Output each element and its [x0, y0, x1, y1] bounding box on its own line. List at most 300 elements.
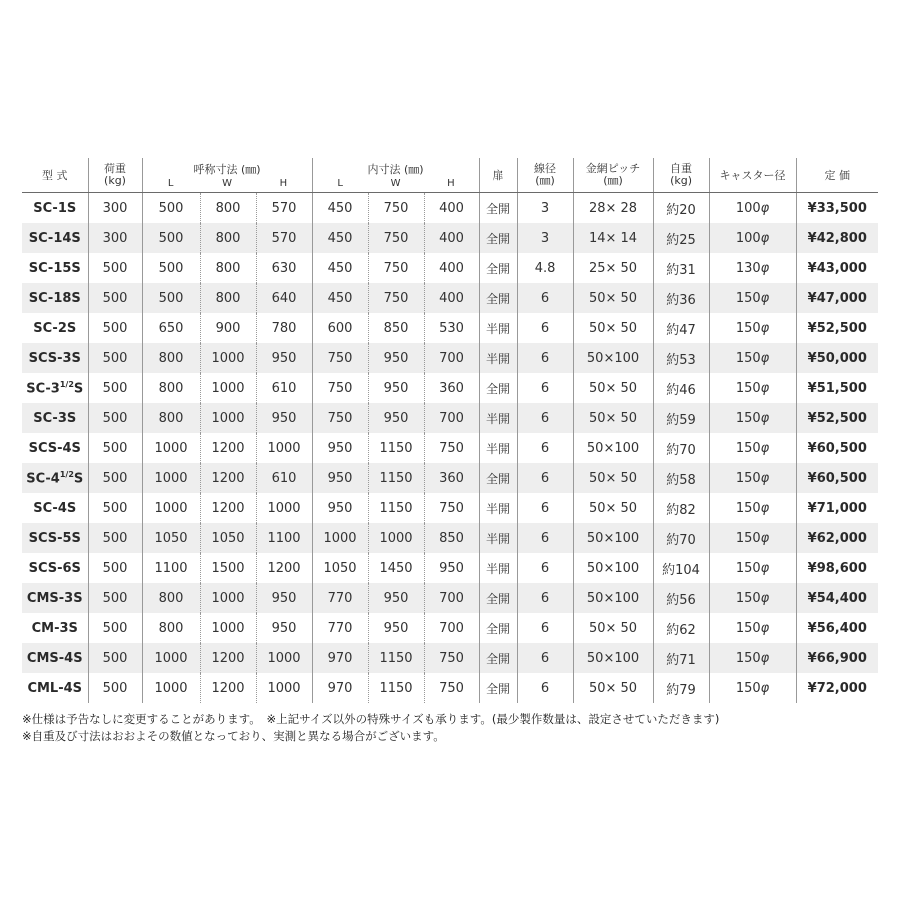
header-inner-h: H: [447, 178, 455, 189]
table-row: [22, 493, 878, 523]
caster-cell: [709, 313, 796, 343]
nominal-h-cell: 1000: [256, 493, 312, 523]
inner-w-cell: 950: [368, 583, 424, 613]
table-row: [22, 403, 878, 433]
nominal-h-cell: 950: [256, 613, 312, 643]
nominal-l-cell: 500: [142, 283, 200, 313]
nominal-w-cell: 1000: [200, 613, 256, 643]
nominal-w-cell: 1200: [200, 463, 256, 493]
nominal-w-cell: 1200: [200, 433, 256, 463]
nominal-l-cell: 650: [142, 313, 200, 343]
caster-value: 150: [735, 680, 761, 696]
header-inner-w: W: [390, 178, 401, 189]
header-load-label: 荷重: [104, 162, 126, 175]
caster-value: 130: [735, 260, 761, 276]
model-cell: SC-15S: [22, 253, 88, 283]
door-cell: 半開: [479, 343, 517, 373]
door-cell: 全開: [479, 253, 517, 283]
header-wire-unit: (㎜): [535, 174, 555, 187]
price-cell: ¥62,000: [796, 523, 878, 553]
pitch-cell: 50× 50: [573, 403, 653, 433]
model-cell: SC-18S: [22, 283, 88, 313]
caster-cell: [709, 433, 796, 463]
header-inner-l: L: [337, 178, 343, 189]
pitch-cell: 50×100: [573, 343, 653, 373]
inner-h-cell: 750: [424, 493, 479, 523]
inner-h-cell: 750: [424, 673, 479, 703]
inner-l-cell: 750: [312, 403, 368, 433]
caster-value: 100: [735, 230, 761, 246]
nominal-w-cell: 1500: [200, 553, 256, 583]
model-cell: CM-3S: [22, 613, 88, 643]
inner-w-cell: 1150: [368, 463, 424, 493]
header-load-unit: (kg): [104, 174, 126, 187]
door-cell: 半開: [479, 493, 517, 523]
inner-h-cell: 700: [424, 613, 479, 643]
pitch-cell: 50×100: [573, 583, 653, 613]
wire-cell: 6: [517, 523, 573, 553]
inner-h-cell: 400: [424, 193, 479, 224]
nominal-w-cell: 1000: [200, 403, 256, 433]
inner-h-cell: 530: [424, 313, 479, 343]
model-suffix: S: [73, 471, 84, 487]
phi-symbol: φ: [760, 230, 770, 246]
table-row: [22, 253, 878, 283]
door-cell: 全開: [479, 673, 517, 703]
model-cell: SC-2S: [22, 313, 88, 343]
phi-symbol: φ: [760, 650, 770, 666]
pitch-cell: 50×100: [573, 643, 653, 673]
price-cell: ¥60,500: [807, 440, 867, 456]
wire-cell: 6: [517, 463, 573, 493]
load-cell: 500: [88, 523, 142, 553]
load-cell: 500: [88, 313, 142, 343]
wire-cell: 6: [517, 583, 573, 613]
door-cell: 全開: [479, 613, 517, 643]
phi-symbol: φ: [760, 590, 770, 606]
header-nominal-w: W: [222, 178, 232, 189]
inner-w-cell: 950: [368, 613, 424, 643]
price-cell: ¥50,000: [796, 343, 878, 373]
nominal-h-cell: 1000: [256, 673, 312, 703]
table-row: [22, 583, 878, 613]
table-row: [22, 193, 878, 224]
load-cell: 500: [88, 583, 142, 613]
nominal-l-cell: 1000: [142, 463, 200, 493]
caster-value: 150: [735, 410, 761, 426]
caster-cell: [709, 283, 796, 313]
pitch-cell: 50× 50: [573, 313, 653, 343]
caster-cell: [709, 343, 796, 373]
door-cell: 全開: [479, 223, 517, 253]
weight-cell: 約46: [653, 373, 709, 403]
phi-symbol: φ: [760, 530, 770, 546]
pitch-cell: 50× 50: [573, 283, 653, 313]
header-model: 型 式: [22, 158, 88, 193]
wire-cell: 6: [517, 673, 573, 703]
price-cell: ¥72,000: [807, 680, 867, 696]
phi-symbol: φ: [760, 320, 770, 336]
inner-l-cell: 450: [312, 193, 368, 224]
table-row: [22, 283, 878, 313]
nominal-w-cell: 1050: [200, 523, 256, 553]
phi-symbol: φ: [760, 290, 770, 306]
inner-l-cell: 970: [312, 643, 368, 673]
wire-cell: 6: [517, 283, 573, 313]
caster-value: 150: [735, 620, 761, 636]
door-cell: 全開: [479, 463, 517, 493]
inner-w-cell: 750: [368, 283, 424, 313]
caster-value: 150: [735, 380, 761, 396]
wire-cell: 3: [517, 193, 573, 224]
inner-h-cell: 850: [424, 523, 479, 553]
price-cell: ¥52,500: [796, 403, 878, 433]
header-weight: [653, 158, 709, 193]
wire-cell: 6: [517, 613, 573, 643]
inner-h-cell: 750: [424, 433, 479, 463]
price-cell: ¥51,500: [807, 380, 867, 396]
load-cell: 300: [88, 193, 142, 224]
nominal-h-cell: 1200: [256, 553, 312, 583]
weight-cell: 約53: [653, 343, 709, 373]
weight-cell: 約36: [653, 283, 709, 313]
pitch-cell: 50× 50: [573, 673, 653, 703]
caster-value: 150: [735, 560, 761, 576]
model-base: SC-3: [26, 381, 60, 397]
nominal-w-cell: 800: [200, 223, 256, 253]
caster-value: 150: [735, 440, 761, 456]
nominal-h-cell: 570: [256, 193, 312, 224]
inner-h-cell: 750: [424, 643, 479, 673]
table-row: [22, 523, 878, 553]
inner-w-cell: 1150: [368, 433, 424, 463]
header-weight-label: 自重: [670, 162, 693, 175]
wire-cell: 6: [517, 313, 573, 343]
header-nominal: [142, 158, 312, 193]
caster-cell: [709, 403, 796, 433]
nominal-w-cell: 1200: [200, 643, 256, 673]
inner-l-cell: 450: [312, 253, 368, 283]
door-cell: 半開: [479, 523, 517, 553]
door-cell: 半開: [479, 313, 517, 343]
price-cell: ¥66,900: [796, 643, 878, 673]
inner-h-cell: 950: [424, 553, 479, 583]
inner-h-cell: 400: [424, 253, 479, 283]
notes: [22, 711, 878, 745]
inner-l-cell: 1000: [312, 523, 368, 553]
table-row: [22, 343, 878, 373]
nominal-h-cell: 1000: [256, 643, 312, 673]
model-cell: SCS-3S: [22, 343, 88, 373]
wire-cell: 6: [517, 643, 573, 673]
price-cell: ¥98,600: [807, 560, 867, 576]
nominal-l-cell: 800: [142, 613, 200, 643]
inner-l-cell: 970: [312, 673, 368, 703]
header-inner-title: 内寸法 (㎜): [367, 163, 424, 176]
nominal-l-cell: 800: [142, 343, 200, 373]
load-cell: 500: [88, 463, 142, 493]
caster-cell: [709, 253, 796, 283]
weight-cell: 約62: [653, 613, 709, 643]
inner-h-cell: 700: [424, 403, 479, 433]
load-cell: 500: [88, 283, 142, 313]
nominal-l-cell: 800: [142, 403, 200, 433]
nominal-h-cell: 1000: [256, 433, 312, 463]
pitch-cell: 28× 28: [573, 193, 653, 224]
inner-l-cell: 750: [312, 373, 368, 403]
table-row: [22, 553, 878, 583]
model-cell: SC-14S: [22, 223, 88, 253]
phi-symbol: φ: [760, 350, 770, 366]
weight-cell: 約20: [653, 193, 709, 224]
caster-cell: [709, 493, 796, 523]
caster-cell: [709, 643, 796, 673]
wire-cell: 6: [517, 403, 573, 433]
phi-symbol: φ: [760, 440, 770, 456]
model-cell: SC-3S: [22, 403, 88, 433]
table-row: [22, 313, 878, 343]
phi-symbol: φ: [760, 200, 770, 216]
load-cell: 500: [88, 493, 142, 523]
phi-symbol: φ: [760, 260, 770, 276]
caster-cell: [709, 553, 796, 583]
load-cell: 500: [88, 403, 142, 433]
header-pitch-label: 金網ピッチ: [585, 162, 641, 175]
inner-w-cell: 1150: [368, 493, 424, 523]
wire-cell: 6: [517, 493, 573, 523]
load-cell: 300: [88, 223, 142, 253]
pitch-cell: 50×100: [573, 433, 653, 463]
caster-value: 150: [735, 530, 761, 546]
wire-cell: 4.8: [517, 253, 573, 283]
inner-w-cell: 950: [368, 403, 424, 433]
table-row: [22, 463, 878, 493]
inner-l-cell: 950: [312, 463, 368, 493]
door-cell: 全開: [479, 283, 517, 313]
header-pitch-unit: (㎜): [603, 174, 623, 187]
nominal-l-cell: 1000: [142, 673, 200, 703]
header-price: 定 価: [796, 158, 878, 193]
phi-symbol: φ: [760, 560, 770, 576]
nominal-w-cell: 800: [200, 283, 256, 313]
inner-w-cell: 750: [368, 223, 424, 253]
nominal-w-cell: 1000: [200, 373, 256, 403]
nominal-h-cell: 610: [256, 373, 312, 403]
model-cell: SCS-6S: [22, 553, 88, 583]
wire-cell: 6: [517, 553, 573, 583]
weight-cell: 約59: [653, 403, 709, 433]
wire-cell: 6: [517, 343, 573, 373]
nominal-w-cell: 1000: [200, 343, 256, 373]
caster-value: 150: [735, 350, 761, 366]
nominal-h-cell: 950: [256, 343, 312, 373]
wire-cell: 3: [517, 223, 573, 253]
caster-value: 150: [735, 470, 761, 486]
header-caster: キャスター径: [709, 158, 796, 193]
nominal-h-cell: 950: [256, 403, 312, 433]
model-cell: SC-1S: [22, 193, 88, 224]
caster-cell: [709, 583, 796, 613]
pitch-cell: 50× 50: [573, 493, 653, 523]
price-cell: ¥33,500: [807, 200, 867, 216]
model-cell: CML-4S: [22, 673, 88, 703]
model-fraction: 1/2: [59, 469, 74, 479]
nominal-l-cell: 500: [142, 253, 200, 283]
table-header: [22, 158, 878, 193]
caster-value: 150: [735, 590, 761, 606]
inner-l-cell: 600: [312, 313, 368, 343]
door-cell: 全開: [479, 373, 517, 403]
weight-cell: 約25: [653, 223, 709, 253]
nominal-h-cell: 1100: [256, 523, 312, 553]
header-weight-unit: (kg): [670, 174, 692, 187]
caster-value: 150: [735, 290, 761, 306]
caster-cell: [709, 463, 796, 493]
nominal-w-cell: 800: [200, 193, 256, 224]
caster-cell: [709, 613, 796, 643]
table-body: [22, 193, 878, 704]
note-line: ※仕様は予告なしに変更することがあります。 ※上記サイズ以外の特殊サイズも承ります。(最少製作数量は、設定させていただきます): [22, 712, 720, 726]
model-cell: [22, 463, 88, 493]
inner-h-cell: 700: [424, 583, 479, 613]
weight-cell: 約47: [653, 313, 709, 343]
load-cell: 500: [88, 433, 142, 463]
load-cell: 500: [88, 643, 142, 673]
nominal-h-cell: 610: [256, 463, 312, 493]
caster-cell: [709, 673, 796, 703]
nominal-l-cell: 1000: [142, 643, 200, 673]
weight-cell: 約79: [653, 673, 709, 703]
phi-symbol: φ: [760, 410, 770, 426]
caster-value: 150: [735, 320, 761, 336]
nominal-l-cell: 1000: [142, 433, 200, 463]
caster-cell: [709, 523, 796, 553]
inner-w-cell: 1450: [368, 553, 424, 583]
nominal-w-cell: 1200: [200, 493, 256, 523]
inner-w-cell: 750: [368, 253, 424, 283]
nominal-h-cell: 950: [256, 583, 312, 613]
model-base: SC-4: [26, 471, 60, 487]
phi-symbol: φ: [760, 680, 770, 696]
model-cell: SC-4S: [22, 493, 88, 523]
weight-cell: 約58: [653, 463, 709, 493]
nominal-h-cell: 570: [256, 223, 312, 253]
inner-w-cell: 850: [368, 313, 424, 343]
nominal-l-cell: 800: [142, 373, 200, 403]
pitch-cell: 50× 50: [573, 613, 653, 643]
nominal-l-cell: 1050: [142, 523, 200, 553]
header-inner: [312, 158, 479, 193]
nominal-l-cell: 1100: [142, 553, 200, 583]
inner-h-cell: 360: [424, 373, 479, 403]
weight-cell: 約82: [653, 493, 709, 523]
nominal-h-cell: 780: [256, 313, 312, 343]
pitch-cell: 50×100: [573, 553, 653, 583]
nominal-l-cell: 500: [142, 193, 200, 224]
caster-value: 100: [735, 200, 761, 216]
inner-l-cell: 1050: [312, 553, 368, 583]
header-nominal-l: L: [167, 178, 174, 189]
nominal-w-cell: 1000: [200, 583, 256, 613]
weight-cell: 約70: [653, 433, 709, 463]
load-cell: 500: [88, 613, 142, 643]
door-cell: 全開: [479, 193, 517, 224]
pitch-cell: 25× 50: [573, 253, 653, 283]
pitch-cell: 50× 50: [573, 373, 653, 403]
inner-w-cell: 750: [368, 193, 424, 224]
inner-w-cell: 950: [368, 373, 424, 403]
weight-cell: 約71: [653, 643, 709, 673]
inner-h-cell: 400: [424, 223, 479, 253]
price-cell: ¥54,400: [796, 583, 878, 613]
weight-cell: 約31: [653, 253, 709, 283]
header-load: [88, 158, 142, 193]
model-cell: CMS-3S: [22, 583, 88, 613]
nominal-h-cell: 640: [256, 283, 312, 313]
pitch-cell: 14× 14: [573, 223, 653, 253]
price-cell: ¥56,400: [807, 620, 867, 636]
nominal-l-cell: 800: [142, 583, 200, 613]
load-cell: 500: [88, 253, 142, 283]
header-pitch: [573, 158, 653, 193]
door-cell: 全開: [479, 643, 517, 673]
model-cell: [22, 373, 88, 403]
header-wire: [517, 158, 573, 193]
table-row: [22, 433, 878, 463]
door-cell: 半開: [479, 403, 517, 433]
weight-cell: 約104: [653, 553, 709, 583]
inner-w-cell: 1150: [368, 673, 424, 703]
phi-symbol: φ: [760, 470, 770, 486]
load-cell: 500: [88, 373, 142, 403]
inner-w-cell: 950: [368, 343, 424, 373]
inner-w-cell: 1150: [368, 643, 424, 673]
nominal-w-cell: 900: [200, 313, 256, 343]
table-row: [22, 223, 878, 253]
inner-l-cell: 770: [312, 613, 368, 643]
load-cell: 500: [88, 673, 142, 703]
model-cell: SCS-4S: [22, 433, 88, 463]
nominal-w-cell: 1200: [200, 673, 256, 703]
door-cell: 半開: [479, 433, 517, 463]
model-cell: SCS-5S: [22, 523, 88, 553]
header-wire-label: 線径: [534, 162, 557, 175]
table-row: [22, 373, 878, 403]
weight-cell: 約56: [653, 583, 709, 613]
inner-l-cell: 750: [312, 343, 368, 373]
spec-sheet: [22, 158, 878, 745]
spec-table: [22, 158, 878, 703]
model-cell: CMS-4S: [22, 643, 88, 673]
inner-l-cell: 770: [312, 583, 368, 613]
nominal-h-cell: 630: [256, 253, 312, 283]
model-fraction: 1/2: [59, 379, 74, 389]
caster-cell: [709, 223, 796, 253]
header-nominal-h: H: [279, 178, 288, 189]
caster-value: 150: [735, 650, 761, 666]
inner-l-cell: 450: [312, 283, 368, 313]
price-cell: ¥71,000: [807, 500, 867, 516]
wire-cell: 6: [517, 373, 573, 403]
inner-l-cell: 450: [312, 223, 368, 253]
caster-cell: [709, 193, 796, 224]
table-row: [22, 613, 878, 643]
load-cell: 500: [88, 343, 142, 373]
door-cell: 半開: [479, 553, 517, 583]
table-row: [22, 673, 878, 703]
caster-value: 150: [735, 500, 761, 516]
phi-symbol: φ: [760, 500, 770, 516]
